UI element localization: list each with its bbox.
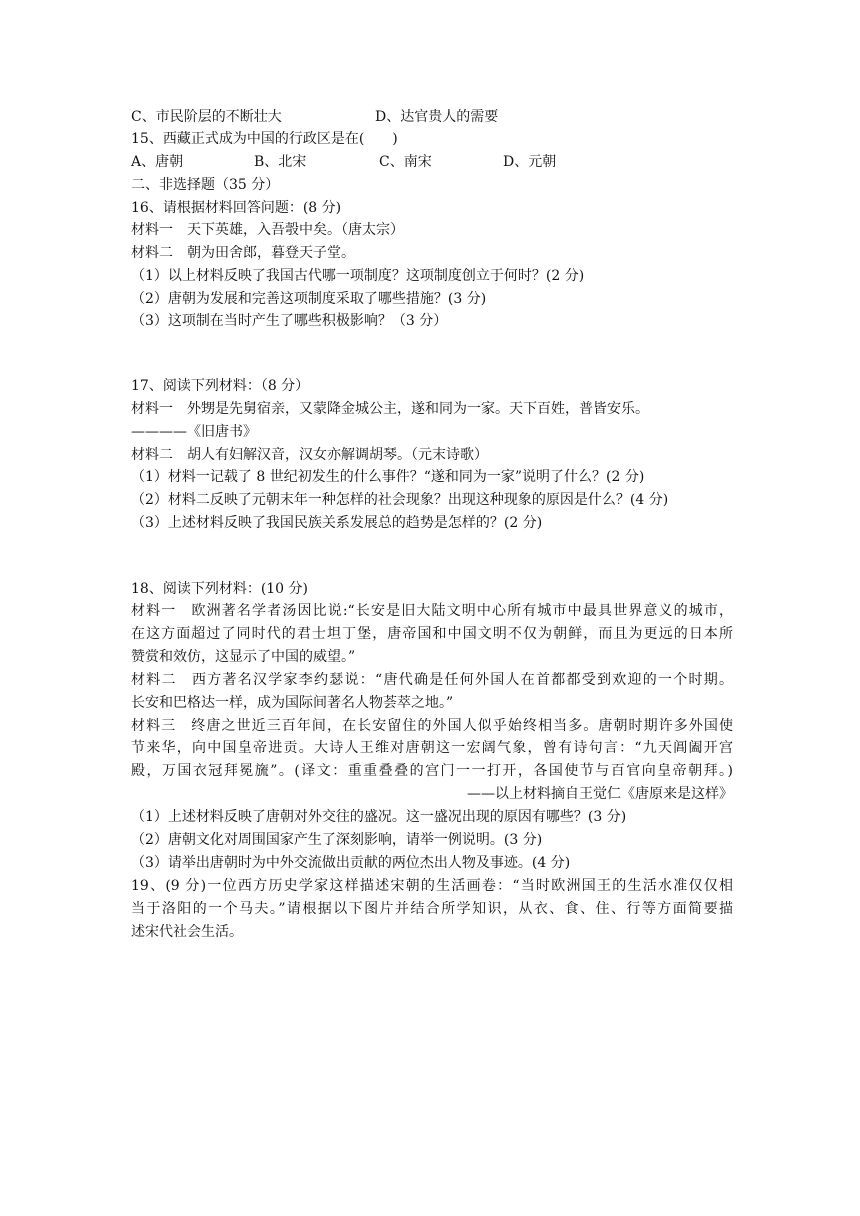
q14-option-d: D、达官贵人的需要	[375, 109, 499, 125]
section2-title: 二、非选择题（35 分）	[131, 177, 280, 193]
q17-material-2: 材料二 胡人有妇解汉音，汉女亦解调胡琴。（元末诗歌）	[131, 447, 488, 463]
q18-material-1-line-2: 在这方面超过了同时代的君士坦丁堡，唐帝国和中国文明不仅为朝鲜，而且为更远的日本所	[131, 626, 733, 642]
q14-option-c: C、市民阶层的不断壮大	[131, 109, 282, 125]
q18-subquestion-1: （1）上述材料反映了唐朝对外交往的盛况。这一盛况出现的原因有哪些？(3 分)	[131, 809, 627, 825]
q17-stem: 17、阅读下列材料：（8 分）	[131, 378, 310, 394]
q19-line-2: 当于洛阳的一个马夫。”请根据以下图片并结合所学知识，从衣、食、住、行等方面简要描	[131, 901, 733, 917]
q17-subquestion-1: （1）材料一记载了 8 世纪初发生的什么事件？“遂和同为一家”说明了什么？(2 分)	[131, 469, 645, 485]
q17-subquestion-3: （3）上述材料反映了我国民族关系发展总的趋势是怎样的？(2 分)	[131, 515, 543, 531]
q19-line-3: 述宋代社会生活。	[131, 924, 243, 940]
q18-material-1-line-3: 赞赏和效仿，这显示了中国的威望。”	[131, 649, 356, 665]
q15-stem: 15、西藏正式成为中国的行政区是在( )	[131, 131, 398, 147]
q15-option-d: D、元朝	[503, 154, 557, 170]
q16-subquestion-1: （1）以上材料反映了我国古代哪一项制度？这项制度创立于何时？(2 分)	[131, 268, 585, 284]
q18-material-3-line-1: 材料三 终唐之世近三百年间，在长安留住的外国人似乎始终相当多。唐朝时期许多外国使	[131, 718, 733, 734]
q16-material-1: 材料一 天下英雄，入吾彀中矣。（唐太宗）	[131, 222, 404, 238]
q18-material-3-line-3: 殿，万国衣冠拜冕旒”。(译文：重重叠叠的宫门一一打开，各国使节与百官向皇帝朝拜。)	[131, 763, 733, 779]
q18-material-1-line-1: 材料一 欧洲著名学者汤因比说:“长安是旧大陆文明中心所有城市中最具世界意义的城市，	[131, 603, 733, 619]
q18-source: ——以上材料摘自王觉仁《唐原来是这样》	[467, 786, 733, 802]
q18-subquestion-3: （3）请举出唐朝时为中外交流做出贡献的两位杰出人物及事迹。(4 分)	[131, 855, 571, 871]
q15-option-b: B、北宋	[254, 154, 307, 170]
q16-material-2: 材料二 朝为田舍郎，暮登天子堂。	[131, 245, 355, 261]
q16-subquestion-3: （3）这项制在当时产生了哪些积极影响？（3 分）	[131, 313, 448, 329]
q17-material-1: 材料一 外甥是先舅宿亲，又蒙降金城公主，遂和同为一家。天下百姓，普皆安乐。	[131, 401, 649, 417]
q18-subquestion-2: （2）唐朝文化对周围国家产生了深刻影响，请举一例说明。(3 分)	[131, 832, 543, 848]
q18-material-2-line-2: 长安和巴格达一样，成为国际间著名人物荟萃之地。”	[131, 695, 454, 711]
q18-material-3-line-2: 节来华，向中国皇帝进贡。大诗人王维对唐朝这一宏阔气象，曾有诗句言：“九天阊阖开宫	[131, 740, 733, 756]
q15-option-c: C、南宋	[379, 154, 432, 170]
q15-option-a: A、唐朝	[131, 154, 184, 170]
q17-subquestion-2: （2）材料二反映了元朝末年一种怎样的社会现象？出现这种现象的原因是什么？(4 分)	[131, 492, 669, 508]
q18-material-2-line-1: 材料二 西方著名汉学家李约瑟说：“唐代确是任何外国人在首都都受到欢迎的一个时期。	[131, 672, 733, 688]
q16-subquestion-2: （2）唐朝为发展和完善这项制度采取了哪些措施？(3 分)	[131, 291, 487, 307]
q17-material-1-source: ————《旧唐书》	[131, 424, 257, 440]
q16-stem: 16、请根据材料回答问题：(8 分)	[131, 200, 342, 216]
q19-line-1: 19、(9 分)一位西方历史学家这样描述宋朝的生活画卷：“当时欧洲国王的生活水准仅仅相	[131, 878, 733, 894]
q18-stem: 18、阅读下列材料：(10 分)	[131, 581, 309, 597]
